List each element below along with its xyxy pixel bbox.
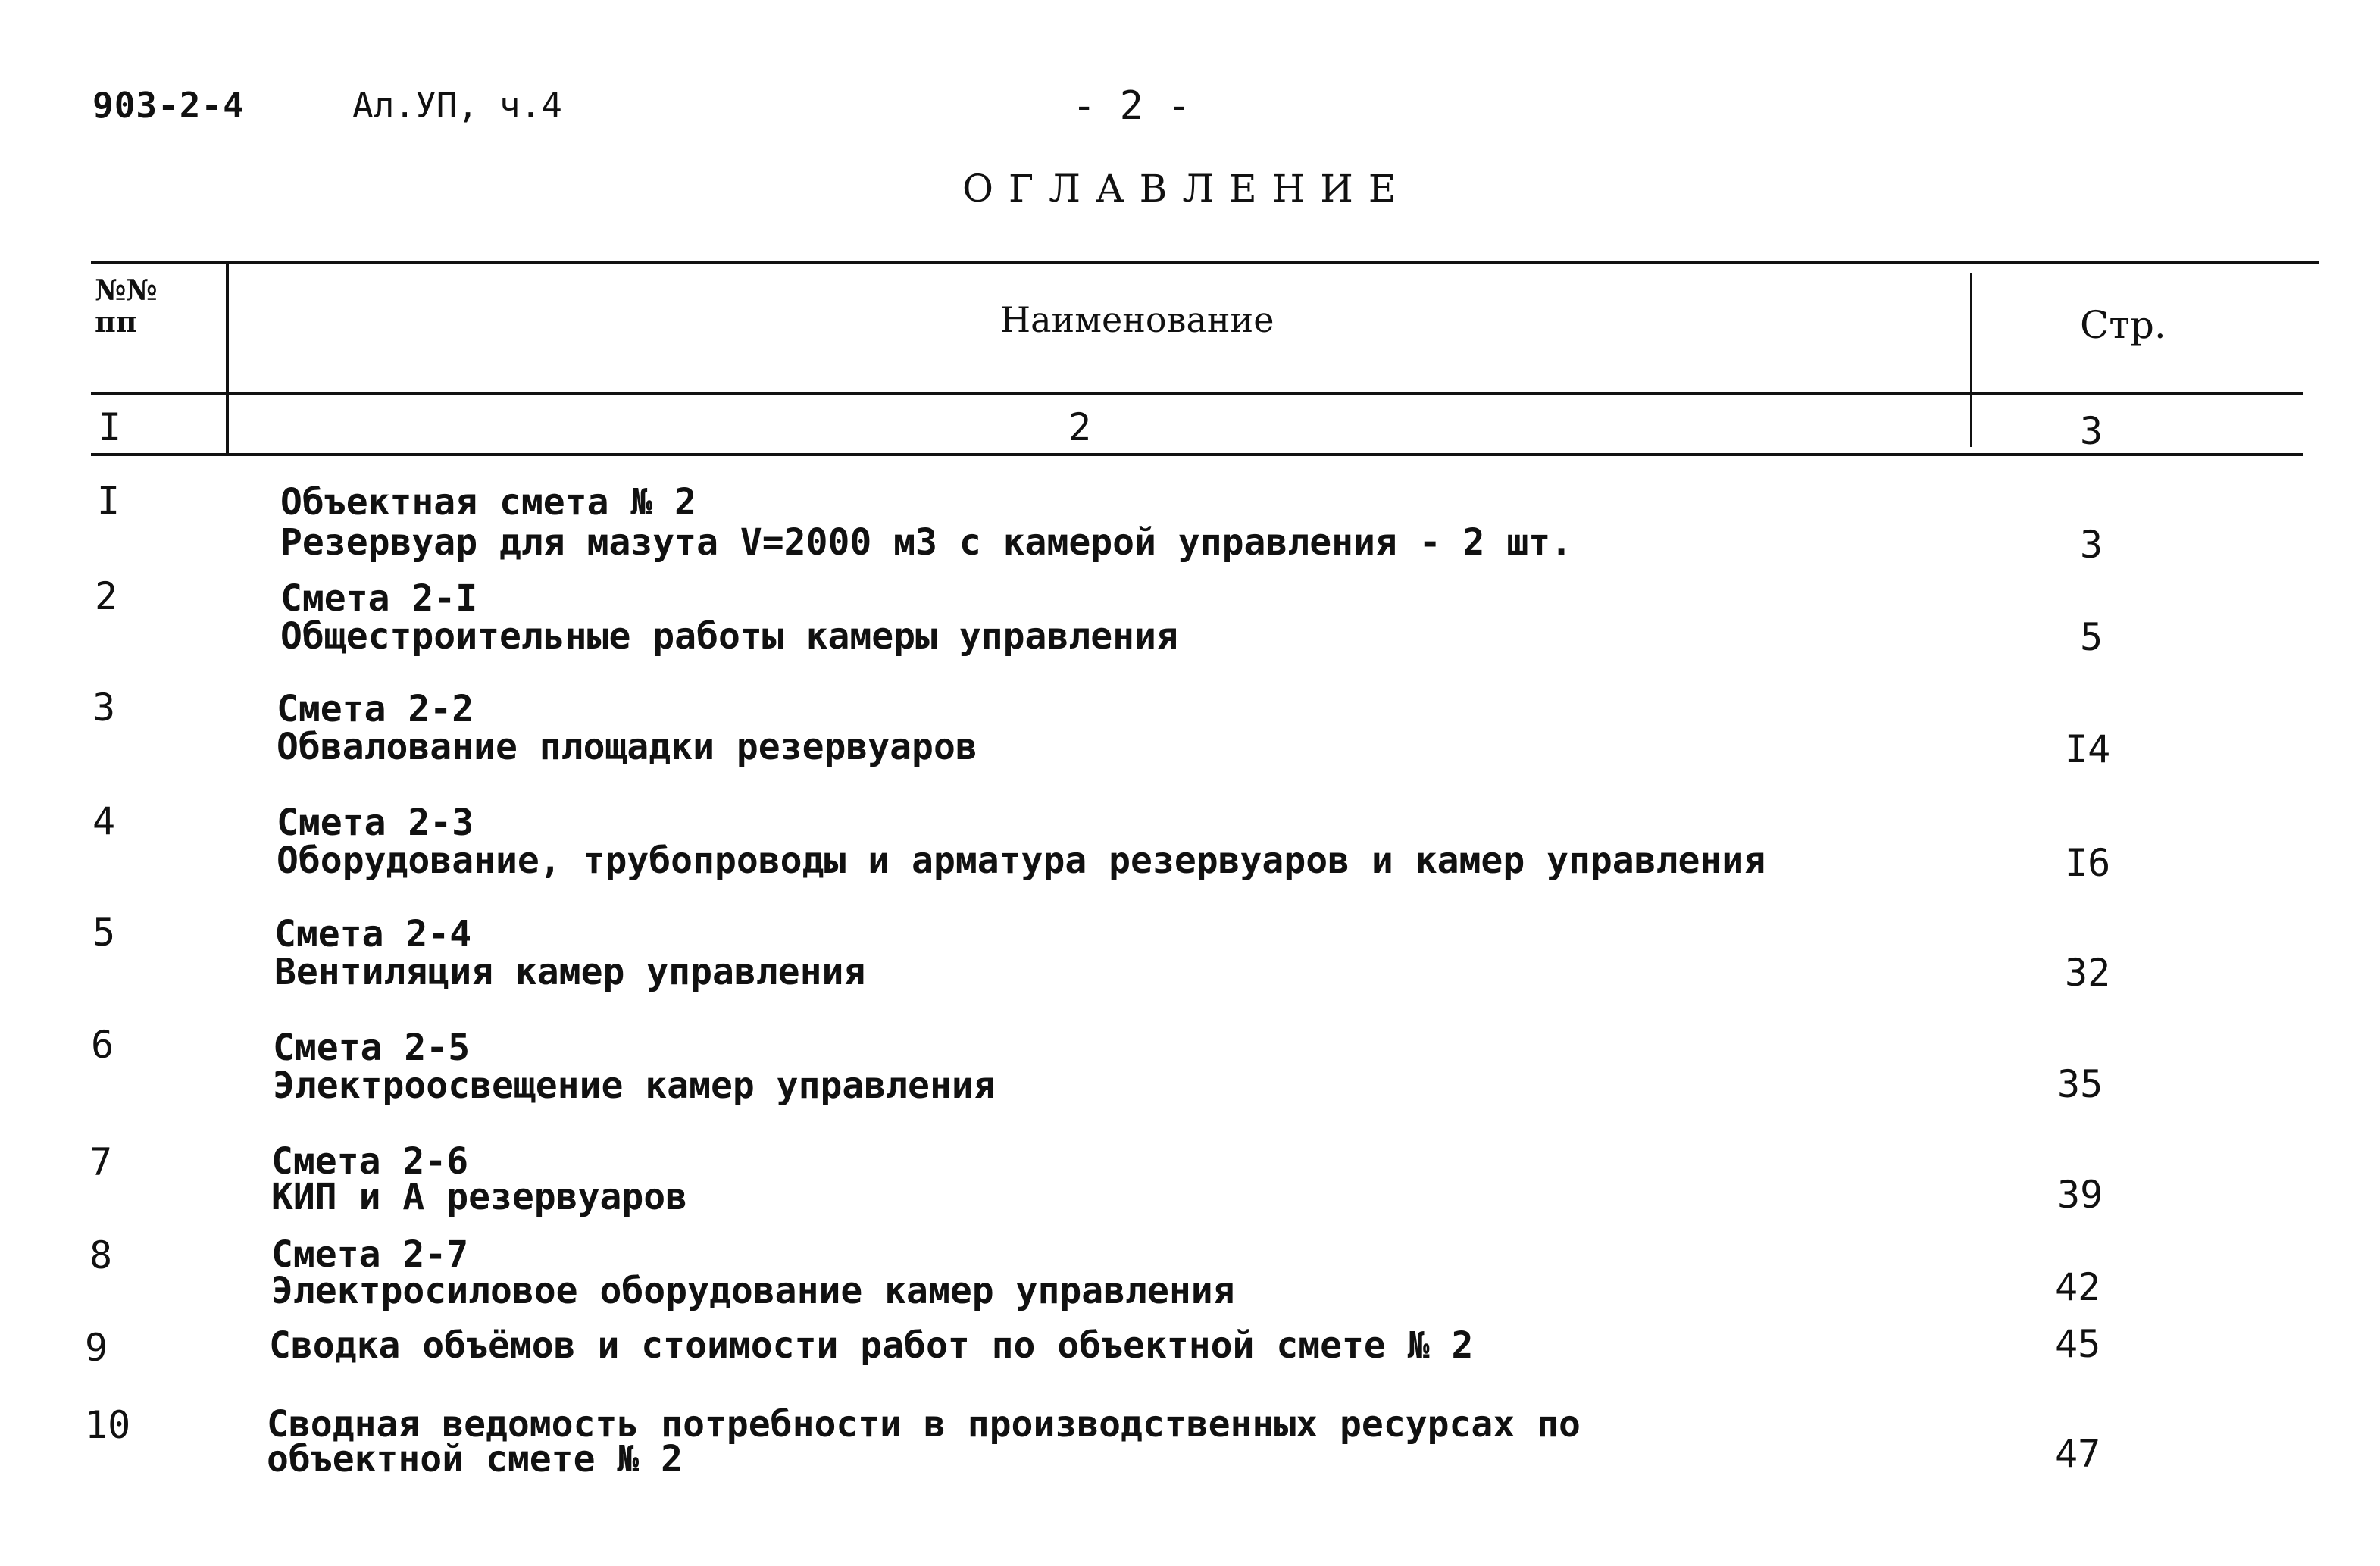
row-description: Вентиляция камер управления (274, 951, 866, 993)
row-number: 2 (95, 574, 118, 618)
row-description: КИП и А резервуаров (271, 1176, 688, 1218)
column-header-name: Наименование (1000, 299, 1274, 340)
row-title: Смета 2-3 (277, 802, 474, 844)
row-description: Обвалование площадки резервуаров (277, 726, 977, 768)
column-index-1: I (99, 405, 122, 449)
row-number: 4 (92, 799, 116, 843)
row-number: 10 (85, 1403, 131, 1447)
row-description: Электросиловое оборудование камер управления (271, 1270, 1235, 1312)
row-page: I6 (2065, 841, 2111, 885)
column-header-page: Стр. (2080, 303, 2166, 347)
column-header-number: №№ пп (95, 273, 158, 339)
row-number: I (97, 479, 120, 523)
row-page: 35 (2057, 1062, 2103, 1106)
row-number: 6 (91, 1023, 114, 1067)
album-reference: Ал.УП, ч.4 (352, 85, 562, 126)
row-title: Смета 2-7 (271, 1233, 469, 1276)
table-column-numbers-rule (91, 453, 2303, 456)
row-number: 5 (92, 911, 116, 955)
table-top-rule (91, 261, 2319, 264)
row-number: 8 (89, 1233, 113, 1277)
row-page: 42 (2055, 1265, 2101, 1309)
page-title: ОГЛАВЛЕНИЕ (962, 167, 1412, 211)
row-description: Электроосвещение камер управления (273, 1064, 996, 1107)
row-title: Смета 2-4 (274, 913, 472, 955)
row-title: Объектная смета № 2 (280, 481, 697, 524)
row-title: Сводная ведомость потребности в производственных ресурсах по (267, 1403, 1581, 1446)
row-title: Смета 2-2 (277, 688, 474, 730)
row-description: Оборудование, трубопроводы и арматура резервуаров и камер управления (277, 839, 1766, 882)
row-number: 7 (89, 1140, 113, 1184)
row-description: Общестроительные работы камеры управления (280, 615, 1178, 658)
column-index-2: 2 (1068, 405, 1092, 449)
row-page: 5 (2080, 615, 2103, 659)
table-divider-left (226, 261, 229, 455)
document-code: 903-2-4 (92, 85, 245, 126)
row-title: Смета 2-6 (271, 1140, 469, 1183)
row-title: Смета 2-5 (273, 1027, 471, 1069)
table-divider-right (1970, 273, 1972, 447)
row-page: I4 (2065, 727, 2111, 771)
row-page: 32 (2065, 951, 2111, 995)
row-description: объектной смете № 2 (267, 1438, 683, 1480)
row-page: 39 (2057, 1173, 2103, 1217)
page-number: - 2 - (1072, 83, 1191, 129)
row-title: Смета 2-I (280, 577, 478, 620)
row-description: Резервуар для мазута V=2000 м3 с камерой управления - 2 шт. (280, 521, 1573, 564)
row-page: 45 (2055, 1322, 2101, 1366)
row-number: 9 (85, 1326, 108, 1370)
row-description: Сводка объёмов и стоимости работ по объектной смете № 2 (269, 1324, 1474, 1367)
column-index-3: 3 (2080, 409, 2103, 453)
row-page: 47 (2055, 1432, 2101, 1476)
row-page: 3 (2080, 523, 2103, 567)
row-number: 3 (92, 686, 116, 730)
